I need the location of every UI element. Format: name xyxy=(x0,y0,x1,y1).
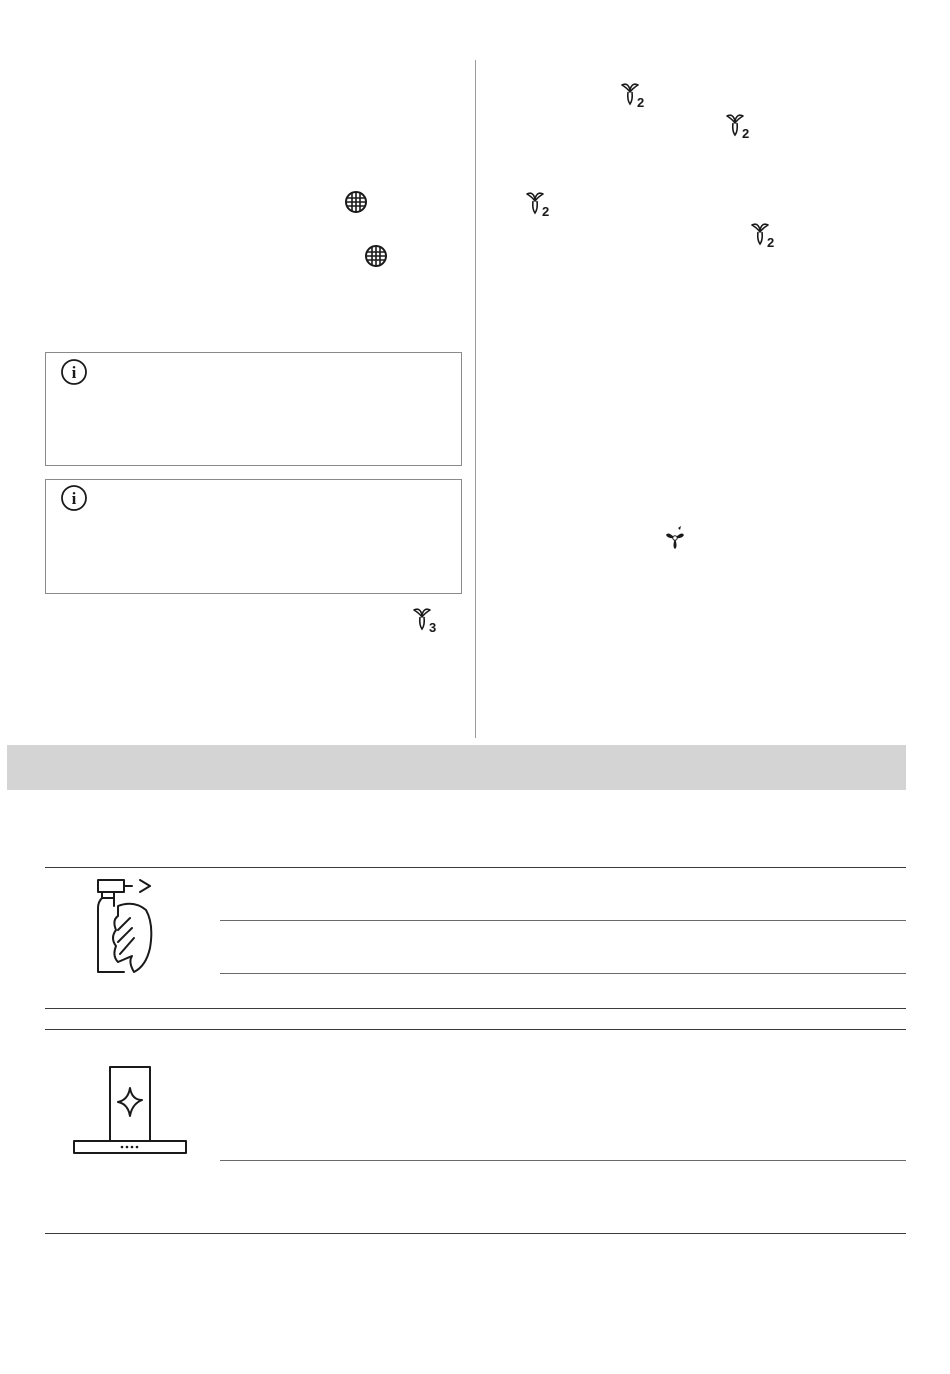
fan-subscript: 3 xyxy=(429,620,437,635)
fan-speed-2-icon xyxy=(618,82,650,108)
grid-circle-icon xyxy=(364,244,388,268)
fan-speed-3-icon xyxy=(410,607,442,633)
fan-subscript: 2 xyxy=(742,126,750,141)
table-row-rule xyxy=(220,973,906,974)
hood-icon xyxy=(72,1066,188,1156)
info-glyph: i xyxy=(71,489,77,508)
fan-speed-2-icon xyxy=(523,191,555,217)
fan-subscript: 2 xyxy=(767,235,775,250)
fan-auto-icon xyxy=(662,525,688,551)
info-glyph: i xyxy=(71,363,77,382)
table-top-rule xyxy=(45,1029,906,1030)
info-note-box xyxy=(45,479,462,594)
info-icon xyxy=(60,484,88,512)
table-bottom-rule xyxy=(45,1233,906,1234)
fan-subscript: 2 xyxy=(542,204,550,219)
table-row-rule xyxy=(220,1160,906,1161)
info-note-box xyxy=(45,352,462,466)
table-row-rule xyxy=(220,920,906,921)
table-top-rule xyxy=(45,867,906,868)
section-heading-band xyxy=(7,745,906,790)
column-divider xyxy=(475,60,476,738)
table-bottom-rule xyxy=(45,1008,906,1009)
fan-speed-2-icon xyxy=(723,113,755,139)
fan-subscript: 2 xyxy=(637,95,645,110)
grid-circle-icon xyxy=(344,190,368,214)
spray-cloth-icon xyxy=(88,876,160,976)
info-icon xyxy=(60,358,88,386)
fan-speed-2-icon xyxy=(748,222,780,248)
